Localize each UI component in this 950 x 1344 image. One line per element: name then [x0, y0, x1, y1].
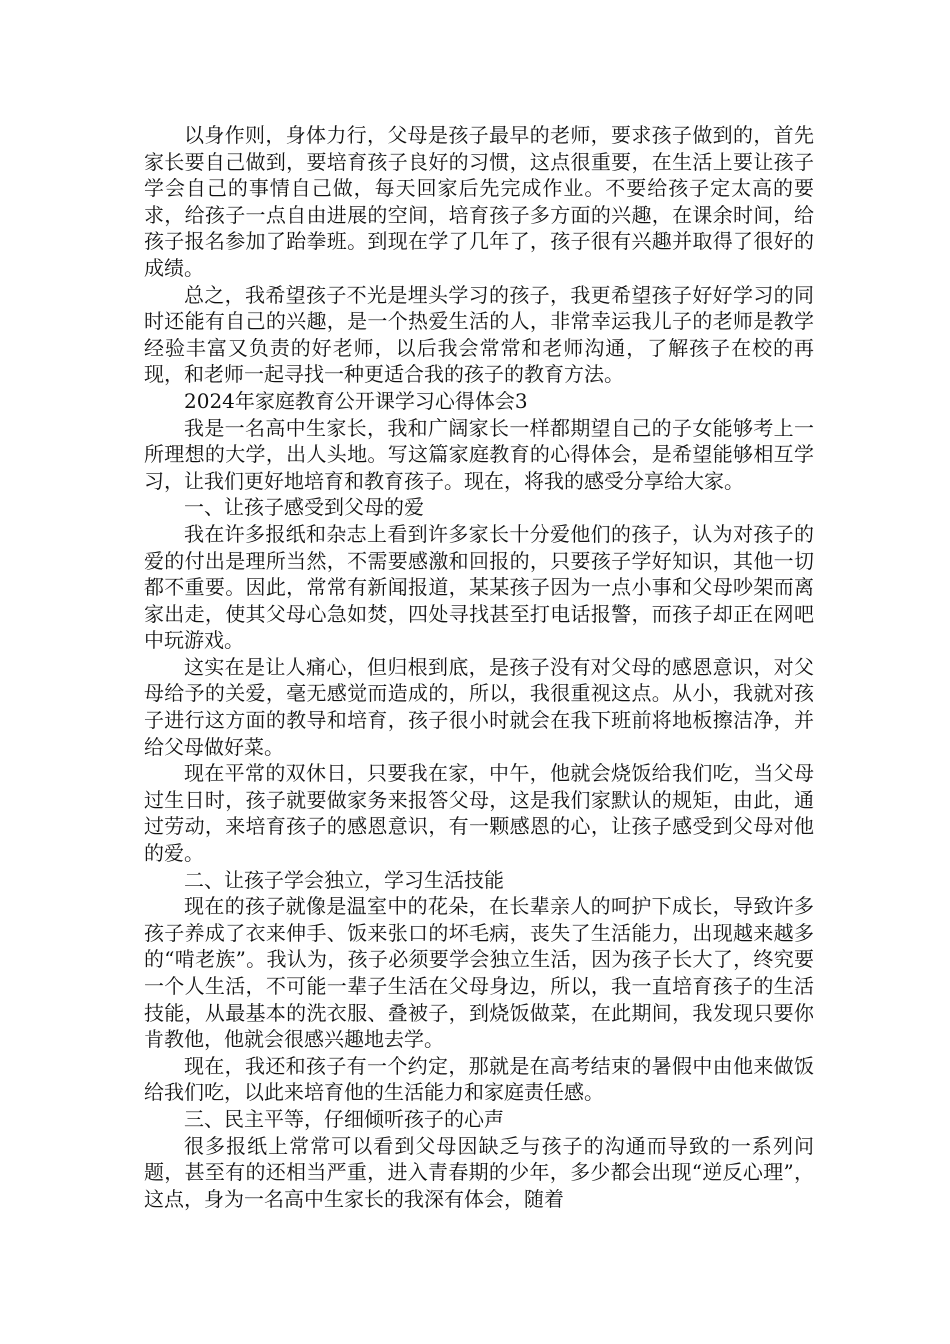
heading-one: 一、让孩子感受到父母的爱 [184, 495, 424, 520]
document-body [144, 122, 814, 1212]
paragraph-parents-love: 我在许多报纸和杂志上看到许多家长十分爱他们的孩子，认为对孩子的爱的付出是理所当然，不需要感激和回报的，只要孩子学好知识，其他一切都不重要。因此，常常有新闻报道，某某孩子因为一点小事和父母吵架而离家出走，使其父母心急如焚，四处寻找甚至打电话报警，而孩子却正在网吧中玩游戏。 [144, 521, 814, 653]
section-title: 2024年家庭教育公开课学习心得体会3 [184, 388, 528, 413]
paragraph-communication: 很多报纸上常常可以看到父母因缺乏与孩子的沟通而导致的一系列问题，甚至有的还相当严重，进入青春期的少年，多少都会出现“逆反心理”，这点，身为一名高中生家长的我深有体会，随着 [144, 1133, 814, 1211]
paragraph-independence: 现在的孩子就像是温室中的花朵，在长辈亲人的呵护下成长，导致许多孩子养成了衣来伸手、饭来张口的坏毛病，丧失了生活能力，出现越来越多的“啃老族”。我认为，孩子必须要学会独立生活，因为孩子长大了，终究要一个人生活，不可能一辈子生活在父母身边，所以，我一直培育孩子的生活技能，从最基本的洗衣服、叠被子，到烧饭做菜，在此期间，我发现只要你肯教他，他就会很感兴趣地去学。 [144, 894, 814, 1052]
paragraph-weekend: 现在平常的双休日，只要我在家，中午，他就会烧饭给我们吃，当父母过生日时，孩子就要做家务来报答父母，这是我们家默认的规矩，由此，通过劳动，来培育孩子的感恩意识，有一颗感恩的心，让孩子感受到父母对他的爱。 [144, 761, 814, 866]
paragraph-summary: 总之，我希望孩子不光是埋头学习的孩子，我更希望孩子好好学习的同时还能有自己的兴趣，是一个热爱生活的人，非常幸运我儿子的老师是教学经验丰富又负责的好老师，以后我会常常和老师沟通，了解孩子在校的再现，和老师一起寻找一种更适合我的孩子的教育方法。 [144, 282, 814, 387]
paragraph-gratitude: 这实在是让人痛心，但归根到底，是孩子没有对父母的感恩意识，对父母给予的关爱，毫无感觉而造成的，所以，我很重视这点。从小，我就对孩子进行这方面的教导和培育，孩子很小时就会在我下班前将地板擦洁净，并给父母做好菜。 [144, 654, 814, 759]
paragraph-lead-by-example: 以身作则，身体力行，父母是孩子最早的老师，要求孩子做到的，首先家长要自己做到，要培育孩子良好的习惯，这点很重要，在生活上要让孩子学会自己的事情自己做，每天回家后先完成作业。不要给孩子定太高的要求，给孩子一点自由进展的空间，培育孩子多方面的兴趣，在课余时间，给孩子报名参加了跆拳班。到现在学了几年了，孩子很有兴趣并取得了很好的成绩。 [144, 123, 814, 280]
paragraph-intro: 我是一名高中生家长，我和广阔家长一样都期望自己的子女能够考上一所理想的大学，出人头地。写这篇家庭教育的心得体会，是希望能够相互学习，让我们更好地培育和教育孩子。现在，将我的感受分享给大家。 [144, 415, 814, 493]
heading-three: 三、民主平等，仔细倾听孩子的心声 [184, 1106, 504, 1131]
paragraph-agreement: 现在，我还和孩子有一个约定，那就是在高考结束的暑假中由他来做饭给我们吃，以此来培育他的生活能力和家庭责任感。 [144, 1053, 814, 1105]
heading-two: 二、让孩子学会独立，学习生活技能 [184, 867, 504, 892]
